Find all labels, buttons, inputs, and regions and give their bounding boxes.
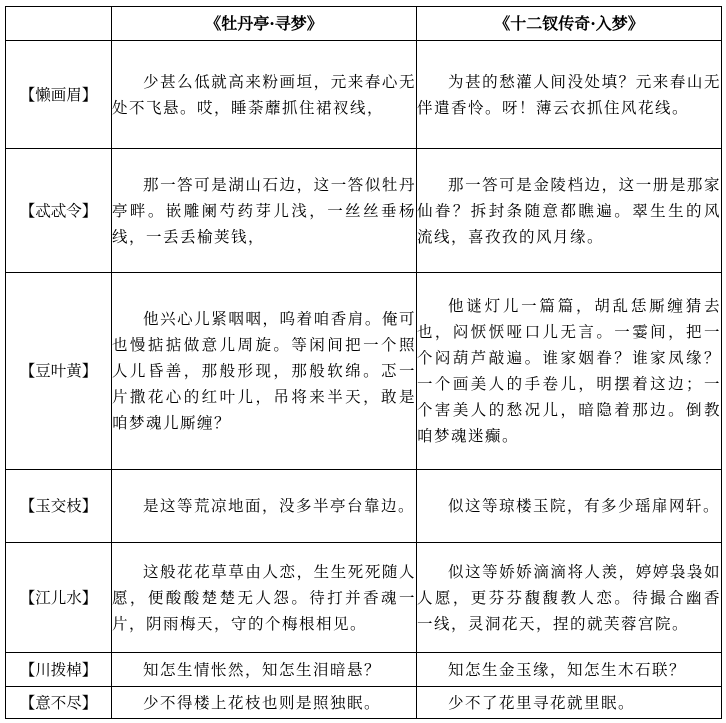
qupai-label: 【意不尽】 xyxy=(6,687,112,719)
mudanting-text: 他兴心儿紧咽咽，呜着咱香肩。俺可也慢掂掂做意儿周旋。等闲间把一个照人儿昏善，那般形现，那般软绵。忑一片撒花心的红叶儿，吊将来半天，敢是咱梦魂儿厮缠？ xyxy=(112,273,417,470)
table-row xyxy=(6,41,722,149)
comparison-table xyxy=(5,6,722,719)
header-mudanting: 《牡丹亭·寻梦》 xyxy=(112,7,417,41)
qupai-label: 【玉交枝】 xyxy=(6,470,112,543)
header-shierchai: 《十二钗传奇·入梦》 xyxy=(417,7,722,41)
mudanting-text: 知怎生情怅然，知怎生泪暗悬？ xyxy=(112,653,417,687)
shierchai-text: 似这等琼楼玉院，有多少瑶扉网轩。 xyxy=(417,470,722,543)
mudanting-text: 这般花花草草由人恋，生生死死随人愿，便酸酸楚楚无人怨。待打并香魂一片，阴雨梅天，守的个梅根相见。 xyxy=(112,543,417,653)
shierchai-text: 他谜灯儿一篇篇，胡乱恁厮缠猜去也，闷恹恹哑口儿无言。一霎间，把一个闷葫芦敲遍。谁家姻眷？谁家凤缘？一个画美人的手卷儿，明摆着这边；一个害美人的愁况儿，暗隐着那边。倒教咱梦魂迷癫。 xyxy=(417,273,722,470)
header-row xyxy=(6,7,722,41)
table-row xyxy=(6,149,722,273)
table-row xyxy=(6,273,722,470)
qupai-label: 【懒画眉】 xyxy=(6,41,112,149)
mudanting-text: 那一答可是湖山石边，这一答似牡丹亭畔。嵌雕阑芍药芽儿浅，一丝丝垂杨线，一丢丢榆荚钱， xyxy=(112,149,417,273)
qupai-label: 【江儿水】 xyxy=(6,543,112,653)
table-row xyxy=(6,470,722,543)
qupai-label: 【忒忒令】 xyxy=(6,149,112,273)
mudanting-text: 是这等荒凉地面，没多半亭台靠边。 xyxy=(112,470,417,543)
shierchai-text: 知怎生金玉缘，知怎生木石联？ xyxy=(417,653,722,687)
table-row xyxy=(6,687,722,719)
table-row xyxy=(6,543,722,653)
shierchai-text: 那一答可是金陵档边，这一册是那家仙眷？拆封条随意都瞧遍。翠生生的风流线，喜孜孜的风月缘。 xyxy=(417,149,722,273)
qupai-label: 【川拨棹】 xyxy=(6,653,112,687)
mudanting-text: 少甚么低就高来粉画垣，元来春心无处不飞悬。哎，睡荼蘼抓住裙衩线， xyxy=(112,41,417,149)
qupai-label: 【豆叶黄】 xyxy=(6,273,112,470)
shierchai-text: 似这等娇娇滴滴将人羡，婷婷袅袅如人愿，更芬芬馥馥教人恋。待撮合幽香一线，灵洞花天，捏的就芙蓉宫院。 xyxy=(417,543,722,653)
header-corner xyxy=(6,7,112,41)
table-row xyxy=(6,653,722,687)
mudanting-text: 少不得楼上花枝也则是照独眠。 xyxy=(112,687,417,719)
shierchai-text: 少不了花里寻花就里眠。 xyxy=(417,687,722,719)
shierchai-text: 为甚的愁灌人间没处填？元来春山无伴遣香怜。呀！薄云衣抓住风花线。 xyxy=(417,41,722,149)
